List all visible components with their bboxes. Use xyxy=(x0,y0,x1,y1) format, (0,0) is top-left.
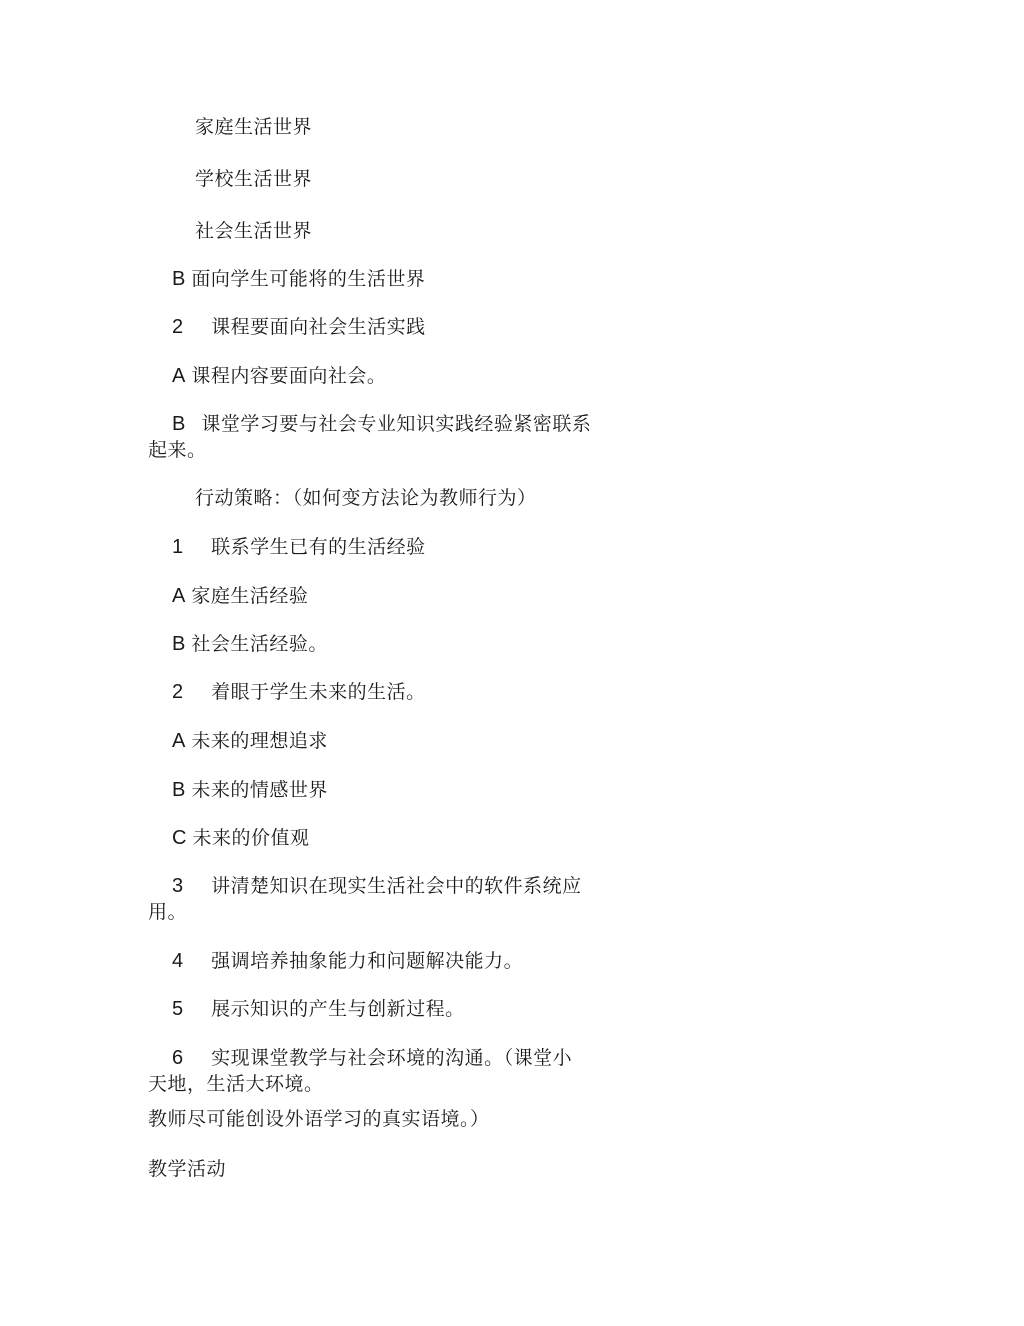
text-line xyxy=(172,534,426,560)
line-text: 课程内容要面向社会。 xyxy=(191,365,387,387)
line-text: 着眼于学生未来的生活。 xyxy=(211,681,426,703)
text-line xyxy=(172,873,582,899)
line-text: 强调培养抽象能力和问题解决能力。 xyxy=(211,950,524,972)
line-text: 社会生活世界 xyxy=(195,220,313,242)
text-line xyxy=(172,777,328,803)
line-text: 行动策略：（如何变方法论为教师行为） xyxy=(195,487,537,509)
text-line xyxy=(195,166,312,192)
line-text: 面向学生可能将的生活世界 xyxy=(191,268,426,290)
text-line-continuation xyxy=(148,899,187,925)
line-marker: 3 xyxy=(172,875,184,897)
text-line xyxy=(195,485,537,511)
text-line xyxy=(172,679,426,705)
line-text: 天地，生活大环境。 xyxy=(148,1073,324,1095)
line-marker: 2 xyxy=(172,316,184,338)
text-line-continuation xyxy=(148,1071,324,1097)
line-marker: A xyxy=(172,585,186,607)
line-text: 未来的理想追求 xyxy=(191,730,328,752)
text-line xyxy=(195,114,312,140)
line-text: 起来。 xyxy=(148,439,207,461)
line-marker: B xyxy=(172,633,186,655)
line-text: 社会生活经验。 xyxy=(191,633,328,655)
line-text: 讲清楚知识在现实生活社会中的软件系统应 xyxy=(211,875,582,897)
line-text: 用。 xyxy=(148,901,188,923)
line-text: 教师尽可能创设外语学习的真实语境。） xyxy=(148,1108,490,1130)
line-text: 家庭生活世界 xyxy=(195,116,313,138)
text-line xyxy=(172,363,386,389)
line-text: 未来的价值观 xyxy=(192,827,310,849)
text-line xyxy=(172,728,328,754)
text-line xyxy=(172,825,309,851)
text-line xyxy=(195,218,312,244)
text-line xyxy=(172,1045,572,1071)
text-line xyxy=(172,411,591,437)
text-line xyxy=(172,631,328,657)
text-line xyxy=(148,1106,490,1132)
line-marker: 4 xyxy=(172,950,184,972)
line-text: 联系学生已有的生活经验 xyxy=(211,536,426,558)
line-text: 教学活动 xyxy=(148,1158,227,1180)
line-marker: 2 xyxy=(172,681,184,703)
line-marker: B xyxy=(172,779,186,801)
text-line xyxy=(172,266,425,292)
text-line xyxy=(172,948,523,974)
line-marker: A xyxy=(172,730,186,752)
line-text: 学校生活世界 xyxy=(195,168,313,190)
text-line xyxy=(172,996,465,1022)
line-marker: 1 xyxy=(172,536,184,558)
text-line xyxy=(172,583,308,609)
line-marker: 5 xyxy=(172,998,184,1020)
line-marker: B xyxy=(172,268,186,290)
line-marker: C xyxy=(172,827,187,849)
line-text: 课堂学习要与社会专业知识实践经验紧密联系 xyxy=(201,413,592,435)
line-text: 展示知识的产生与创新过程。 xyxy=(211,998,465,1020)
text-line xyxy=(172,314,426,340)
section-heading xyxy=(148,1156,226,1182)
text-line-continuation xyxy=(148,437,207,463)
line-text: 课程要面向社会生活实践 xyxy=(211,316,426,338)
line-marker: B xyxy=(172,413,186,435)
line-text: 家庭生活经验 xyxy=(191,585,309,607)
line-text: 实现课堂教学与社会环境的沟通。（课堂小 xyxy=(211,1047,573,1069)
line-marker: A xyxy=(172,365,186,387)
line-text: 未来的情感世界 xyxy=(191,779,328,801)
line-marker: 6 xyxy=(172,1047,184,1069)
